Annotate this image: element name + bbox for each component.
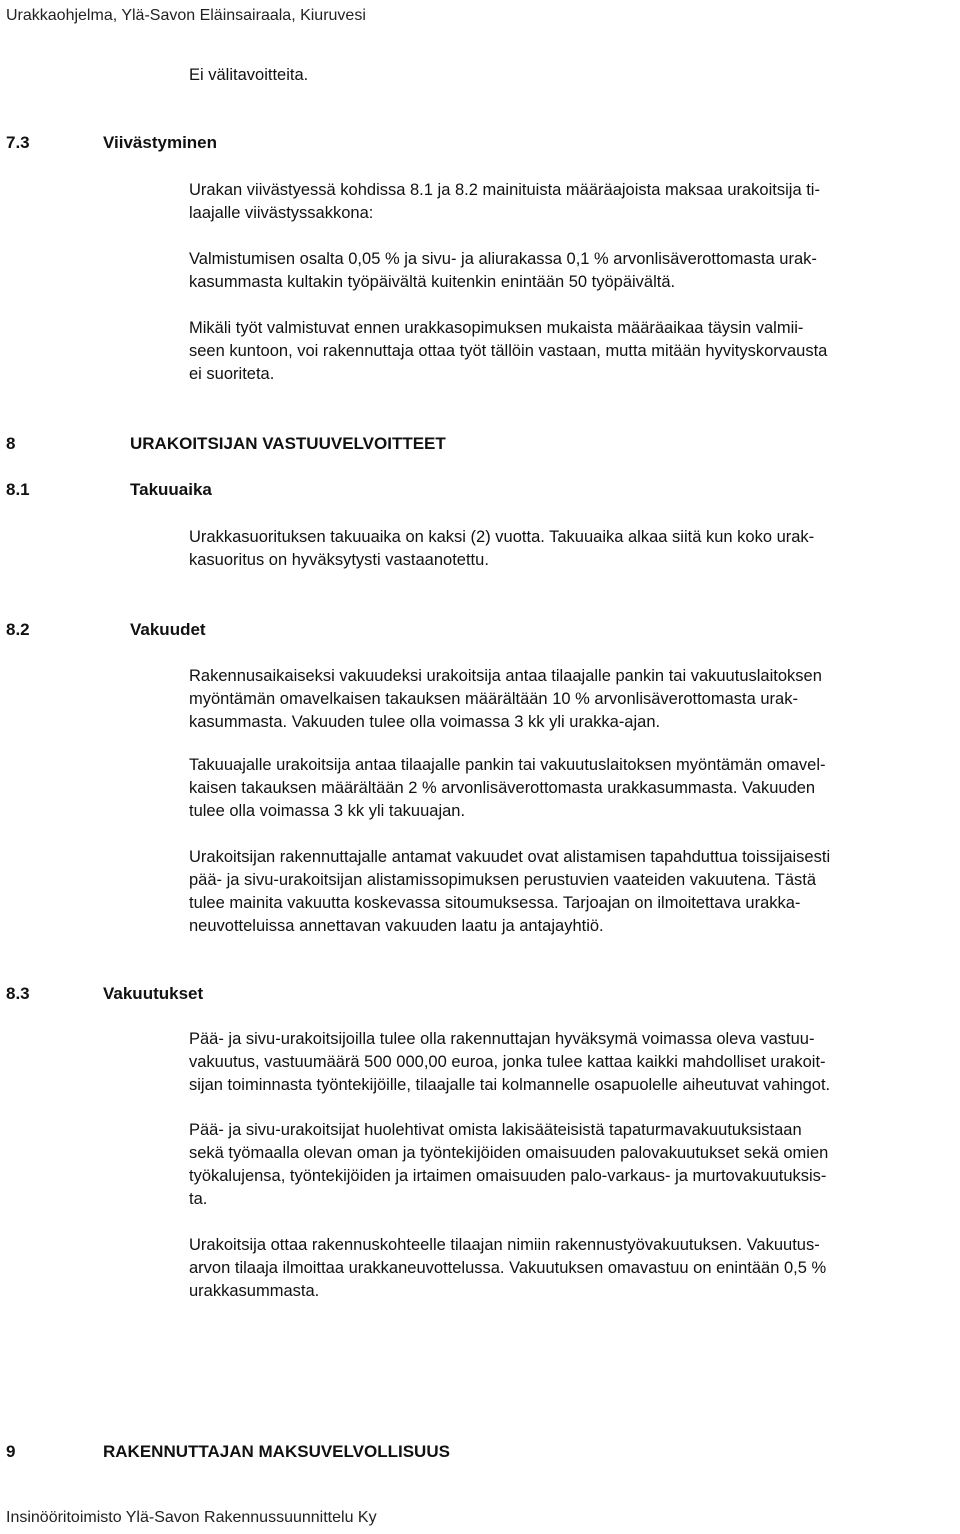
section-8-heading (6, 433, 446, 455)
insurance-paragraph-2: Pää- ja sivu-urakoitsijat huolehtivat omista lakisääteisistä tapaturmavakuutuksistaan sekä työmaalla olevan oman ja työntekijöiden omaisuuden palovakuutukset sekä omien työkalujensa, työntekijöiden ja irtaimen omaisuuden palo-varkaus- ja murtovakuutuksis- ta. (189, 1121, 829, 1208)
page-header: Urakkaohjelma, Ylä-Savon Eläinsairaala, Kiuruvesi (6, 7, 366, 24)
page-footer: Insinööritoimisto Ylä-Savon Rakennussuunnittelu Ky (6, 1509, 377, 1526)
guarantees-paragraph-2: Takuuajalle urakoitsija antaa tilaajalle pankin tai vakuutuslaitoksen myöntämän omavel- kaisen takauksen määrältään 2 % arvonlisäverottomasta urakkasummasta. Vakuuden tulee olla voimassa 3 kk yli takuuajan. (189, 756, 826, 820)
section-number: 7.3 (6, 133, 30, 152)
section-7-3-heading (6, 132, 217, 154)
section-number: 8 (6, 434, 16, 453)
guarantees-paragraph-1: Rakennusaikaiseksi vakuudeksi urakoitsija antaa tilaajalle pankin tai vakuutuslaitoksen myöntämän omavelkaisen takauksen määrältään 10 % arvonlisäverottomasta urak- kasummasta. Vakuuden tulee olla voimassa 3 kk yli urakka-ajan. (189, 667, 822, 731)
delay-paragraph-1: Urakan viivästyessä kohdissa 8.1 ja 8.2 mainituista määräajoista maksaa urakoitsija ti- laajalle viivästyssakkona: (189, 181, 820, 222)
delay-paragraph-3: Mikäli työt valmistuvat ennen urakkasopimuksen mukaista määräaikaa täysin valmii- seen kuntoon, voi rakennuttaja ottaa työt tällöin vastaan, mutta mitään hyvityskorvausta ei suoriteta. (189, 319, 828, 383)
section-number: 8.1 (6, 480, 30, 499)
section-title: Vakuutukset (103, 984, 204, 1003)
section-title: Viivästyminen (103, 133, 218, 152)
warranty-paragraph: Urakkasuorituksen takuuaika on kaksi (2) vuotta. Takuuaika alkaa siitä kun koko urak- kasuoritus on hyväksytysti vastaanotettu. (189, 528, 815, 569)
section-title: RAKENNUTTAJAN MAKSUVELVOLLISUUS (103, 1442, 450, 1461)
section-title: Vakuudet (130, 620, 206, 639)
no-milestones-text: Ei välitavoitteita. (189, 66, 309, 84)
section-title: Takuuaika (130, 480, 212, 499)
guarantees-paragraph-3: Urakoitsijan rakennuttajalle antamat vakuudet ovat alistamisen tapahduttua toissijaisesti pää- ja sivu-urakoitsijan alistamissopimuksen perustuvien vaateiden vakuutena. Tästä tulee mainita vakuutta koskevassa sitoumuksessa. Tarjoajan on ilmoitettava urakka- neuvotteluissa annettavan vakuuden laatu ja antajayhtiö. (189, 848, 831, 935)
insurance-paragraph-3: Urakoitsija ottaa rakennuskohteelle tilaajan nimiin rakennustyövakuutuksen. Vakuutus- arvon tilaaja ilmoittaa urakkaneuvottelussa. Vakuutuksen omavastuu on enintään 0,5 % urakkasummasta. (189, 1236, 827, 1300)
section-number: 9 (6, 1442, 16, 1461)
insurance-paragraph-1: Pää- ja sivu-urakoitsijoilla tulee olla rakennuttajan hyväksymä voimassa oleva vastuu- vakuutus, vastuumäärä 500 000,00 euroa, jonka tulee kattaa kaikki mahdolliset urakoit- sijan toiminnasta työntekijöille, tilaajalle tai kolmannelle osapuolelle aiheutuvat vahingot. (189, 1030, 831, 1094)
section-number: 8.3 (6, 984, 30, 1003)
section-9-heading (6, 1441, 450, 1463)
delay-paragraph-2: Valmistumisen osalta 0,05 % ja sivu- ja aliurakassa 0,1 % arvonlisäverottomasta urak- kasummasta kultakin työpäivältä kuitenkin enintään 50 työpäivältä. (189, 250, 817, 291)
section-8-1-heading (6, 479, 212, 501)
section-number: 8.2 (6, 620, 30, 639)
section-8-3-heading (6, 983, 203, 1005)
section-title: URAKOITSIJAN VASTUUVELVOITTEET (130, 434, 446, 453)
section-8-2-heading (6, 619, 206, 641)
